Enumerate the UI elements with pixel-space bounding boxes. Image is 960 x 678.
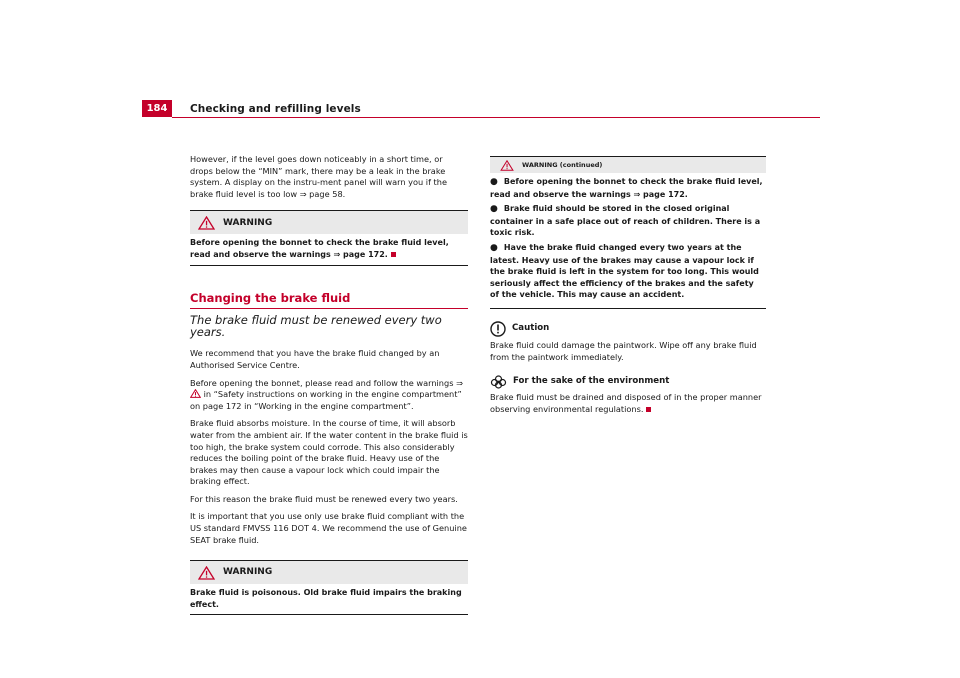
caution-text: Brake fluid could damage the paintwork. Wipe off any brake fluid from the paintwork immediately. [490, 339, 757, 362]
warning-text [490, 173, 766, 308]
environment-text-content: Brake fluid must be drained and disposed of in the proper manner observing environmental regulations. [490, 392, 762, 414]
warning-header [490, 157, 766, 173]
warning-bullet [490, 242, 764, 301]
bullet-icon: ● [490, 242, 498, 253]
paragraph-bonnet-after: in “Safety instructions on working in the engine compartment” on page 172 in “Working in the engine compartment”. [190, 389, 462, 411]
warning-triangle-icon [500, 160, 514, 171]
warning-bullet-text: Before opening the bonnet to check the brake fluid level, read and observe the warnings ⇒ page 172. [490, 177, 763, 199]
header-title: Checking and refilling levels [190, 103, 361, 115]
end-marker-icon [646, 407, 651, 412]
environment-text [490, 392, 766, 415]
end-marker-icon [391, 252, 396, 257]
warning-box-poison [190, 560, 468, 615]
warning-bullet [490, 203, 764, 239]
warning-triangle-icon [198, 566, 215, 580]
paragraph-renewal: For this reason the brake fluid must be renewed every two years. [190, 493, 458, 504]
warning-text: Brake fluid is poisonous. Old brake fluid impairs the braking effect. [190, 588, 462, 609]
left-column [190, 154, 468, 621]
paragraph-standard: It is important that you use only use brake fluid compliant with the US standard FMVSS 116 DOT 4. We recommend the use of Genuine SEAT brake fluid. [190, 511, 467, 545]
caution-title: Caution [512, 323, 550, 334]
warning-header [190, 211, 468, 234]
paragraph-recommend: We recommend that you have the brake fluid changed by an Authorised Service Centre. [190, 348, 440, 370]
environment-header [490, 375, 766, 389]
warning-triangle-inline-icon [190, 389, 201, 398]
bullet-icon: ● [490, 204, 498, 215]
environment-title: For the sake of the environment [513, 376, 670, 387]
warning-header [190, 561, 468, 584]
warning-text-content: Before opening the bonnet to check the brake fluid level, read and observe the warnings ⇒ page 172. [190, 238, 449, 259]
warning-bullet [490, 176, 764, 200]
warning-title: WARNING (continued) [522, 160, 603, 169]
bullet-icon: ● [490, 177, 498, 187]
warning-bullet-text: Brake fluid should be stored in the closed original container in a safe place out of reach of children. There is a toxic risk. [490, 204, 761, 238]
intro-paragraph: However, if the level goes down noticeably in a short time, or drops below the “MIN” mark, there may be a leak in the brake system. A display on the instru-ment panel will warn you if the brake fluid level is too low ⇒ page 58. [190, 154, 447, 199]
right-column [490, 156, 766, 421]
caution-exclamation-icon [490, 321, 506, 337]
environment-flower-icon [490, 375, 507, 389]
paragraph-moisture: Brake fluid absorbs moisture. In the course of time, it will absorb water from the ambient air. If the water content in the brake fluid is too high, the brake system could corrode. This also considerably reduces the boiling point of the brake fluid. Heavy use of the brakes may then cause a vapour lock which could impair the braking effect. [190, 418, 468, 487]
warning-box-continued [490, 156, 766, 309]
warning-title: WARNING [223, 217, 273, 228]
warning-bullet-text: Have the brake fluid changed every two years at the latest. Heavy use of the brakes may cause a vapour lock if the brake fluid is left in the system for too long. This would seriously affect the efficiency of the brakes and the safety of the vehicle. This may cause an accident. [490, 242, 759, 300]
warning-text [190, 234, 468, 264]
paragraph-bonnet-before: Before opening the bonnet, please read and follow the warnings ⇒ [190, 377, 463, 388]
warning-triangle-icon [198, 216, 215, 230]
warning-title: WARNING [223, 567, 273, 578]
section-subtitle: The brake fluid must be renewed every two years. [190, 313, 442, 339]
header-rule [172, 117, 820, 118]
warning-box-bonnet [190, 210, 468, 265]
paragraph-bonnet [190, 378, 468, 413]
caution-header [490, 321, 766, 337]
section-title: Changing the brake fluid [190, 293, 468, 310]
page-number: 184 [142, 100, 172, 117]
